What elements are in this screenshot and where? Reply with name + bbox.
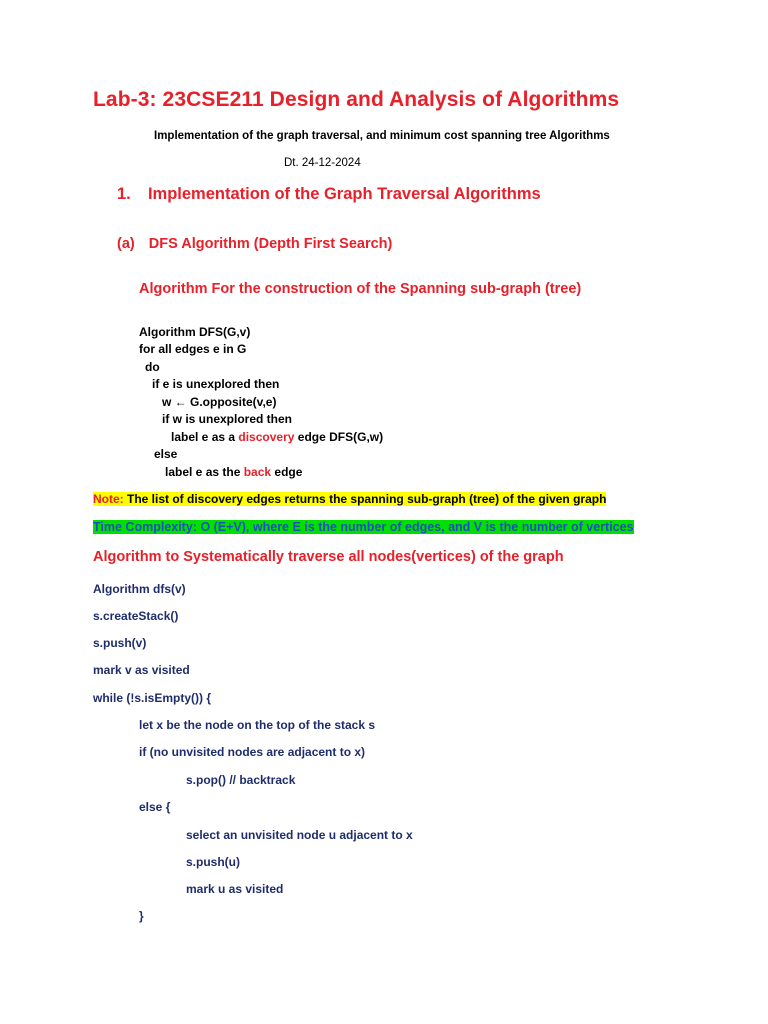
dfs-line: mark u as visited [186, 882, 284, 896]
traverse-heading: Algorithm to Systematically traverse all nodes(vertices) of the graph [93, 549, 564, 565]
time-complexity-text: O (E+V), where E is the number of edges, and V is the number of vertices [196, 520, 634, 534]
spanning-line-7 [171, 429, 383, 447]
dfs-line: while (!s.isEmpty()) { [93, 691, 212, 705]
dfs-line: Algorithm dfs(v) [93, 582, 186, 596]
spanning-line-6: if w is unexplored then [162, 412, 293, 426]
dfs-line: if (no unvisited nodes are adjacent to x) [139, 745, 366, 759]
spanning-line-9 [165, 464, 302, 482]
subsection-a-heading [117, 236, 392, 252]
dfs-line: s.createStack() [93, 609, 179, 623]
dfs-line: mark v as visited [93, 663, 190, 677]
dfs-line: select an unvisited node u adjacent to x [186, 828, 413, 842]
spanning-line-2: for all edges e in G [139, 342, 247, 356]
dfs-line: s.push(v) [93, 636, 147, 650]
note-line [93, 492, 606, 506]
spanning-line-7-post: edge DFS(G,w) [294, 430, 384, 444]
time-complexity-label: Time Complexity: [93, 520, 197, 534]
spanning-heading: Algorithm For the construction of the Spanning sub-graph (tree) [139, 281, 582, 297]
note-label: Note: [93, 492, 124, 506]
spanning-line-5: w ← G.opposite(v,e) [162, 395, 277, 409]
dfs-line: s.push(u) [186, 855, 240, 869]
subsection-a-title: DFS Algorithm (Depth First Search) [148, 236, 393, 252]
spanning-line-7-pre: label e as a [171, 430, 239, 444]
document-subtitle: Implementation of the graph traversal, and minimum cost spanning tree Algorithms [154, 130, 610, 142]
spanning-line-4: if e is unexplored then [152, 377, 280, 391]
spanning-line-3: do [145, 360, 160, 374]
subsection-a-label: (a) [117, 236, 135, 252]
spanning-line-9-pre: label e as the [165, 465, 244, 479]
section-1-heading [117, 185, 541, 204]
section-1-title: Implementation of the Graph Traversal Algorithms [147, 185, 541, 203]
spanning-line-9-post: edge [271, 465, 303, 479]
note-text: The list of discovery edges returns the spanning sub-graph (tree) of the given graph [123, 492, 607, 506]
dfs-line: } [139, 909, 144, 923]
spanning-line-1: Algorithm DFS(G,v) [139, 325, 251, 339]
document-date: Dt. 24-12-2024 [284, 157, 361, 169]
document-title: Lab-3: 23CSE211 Design and Analysis of Algorithms [93, 88, 620, 111]
spanning-line-8: else [154, 447, 178, 461]
dfs-line: else { [139, 800, 171, 814]
dfs-line: let x be the node on the top of the stack s [139, 718, 376, 732]
back-keyword: back [243, 465, 272, 479]
dfs-line: s.pop() // backtrack [186, 773, 296, 787]
time-complexity-line [93, 520, 634, 534]
section-1-number: 1. [117, 185, 131, 203]
discovery-keyword: discovery [238, 430, 295, 444]
